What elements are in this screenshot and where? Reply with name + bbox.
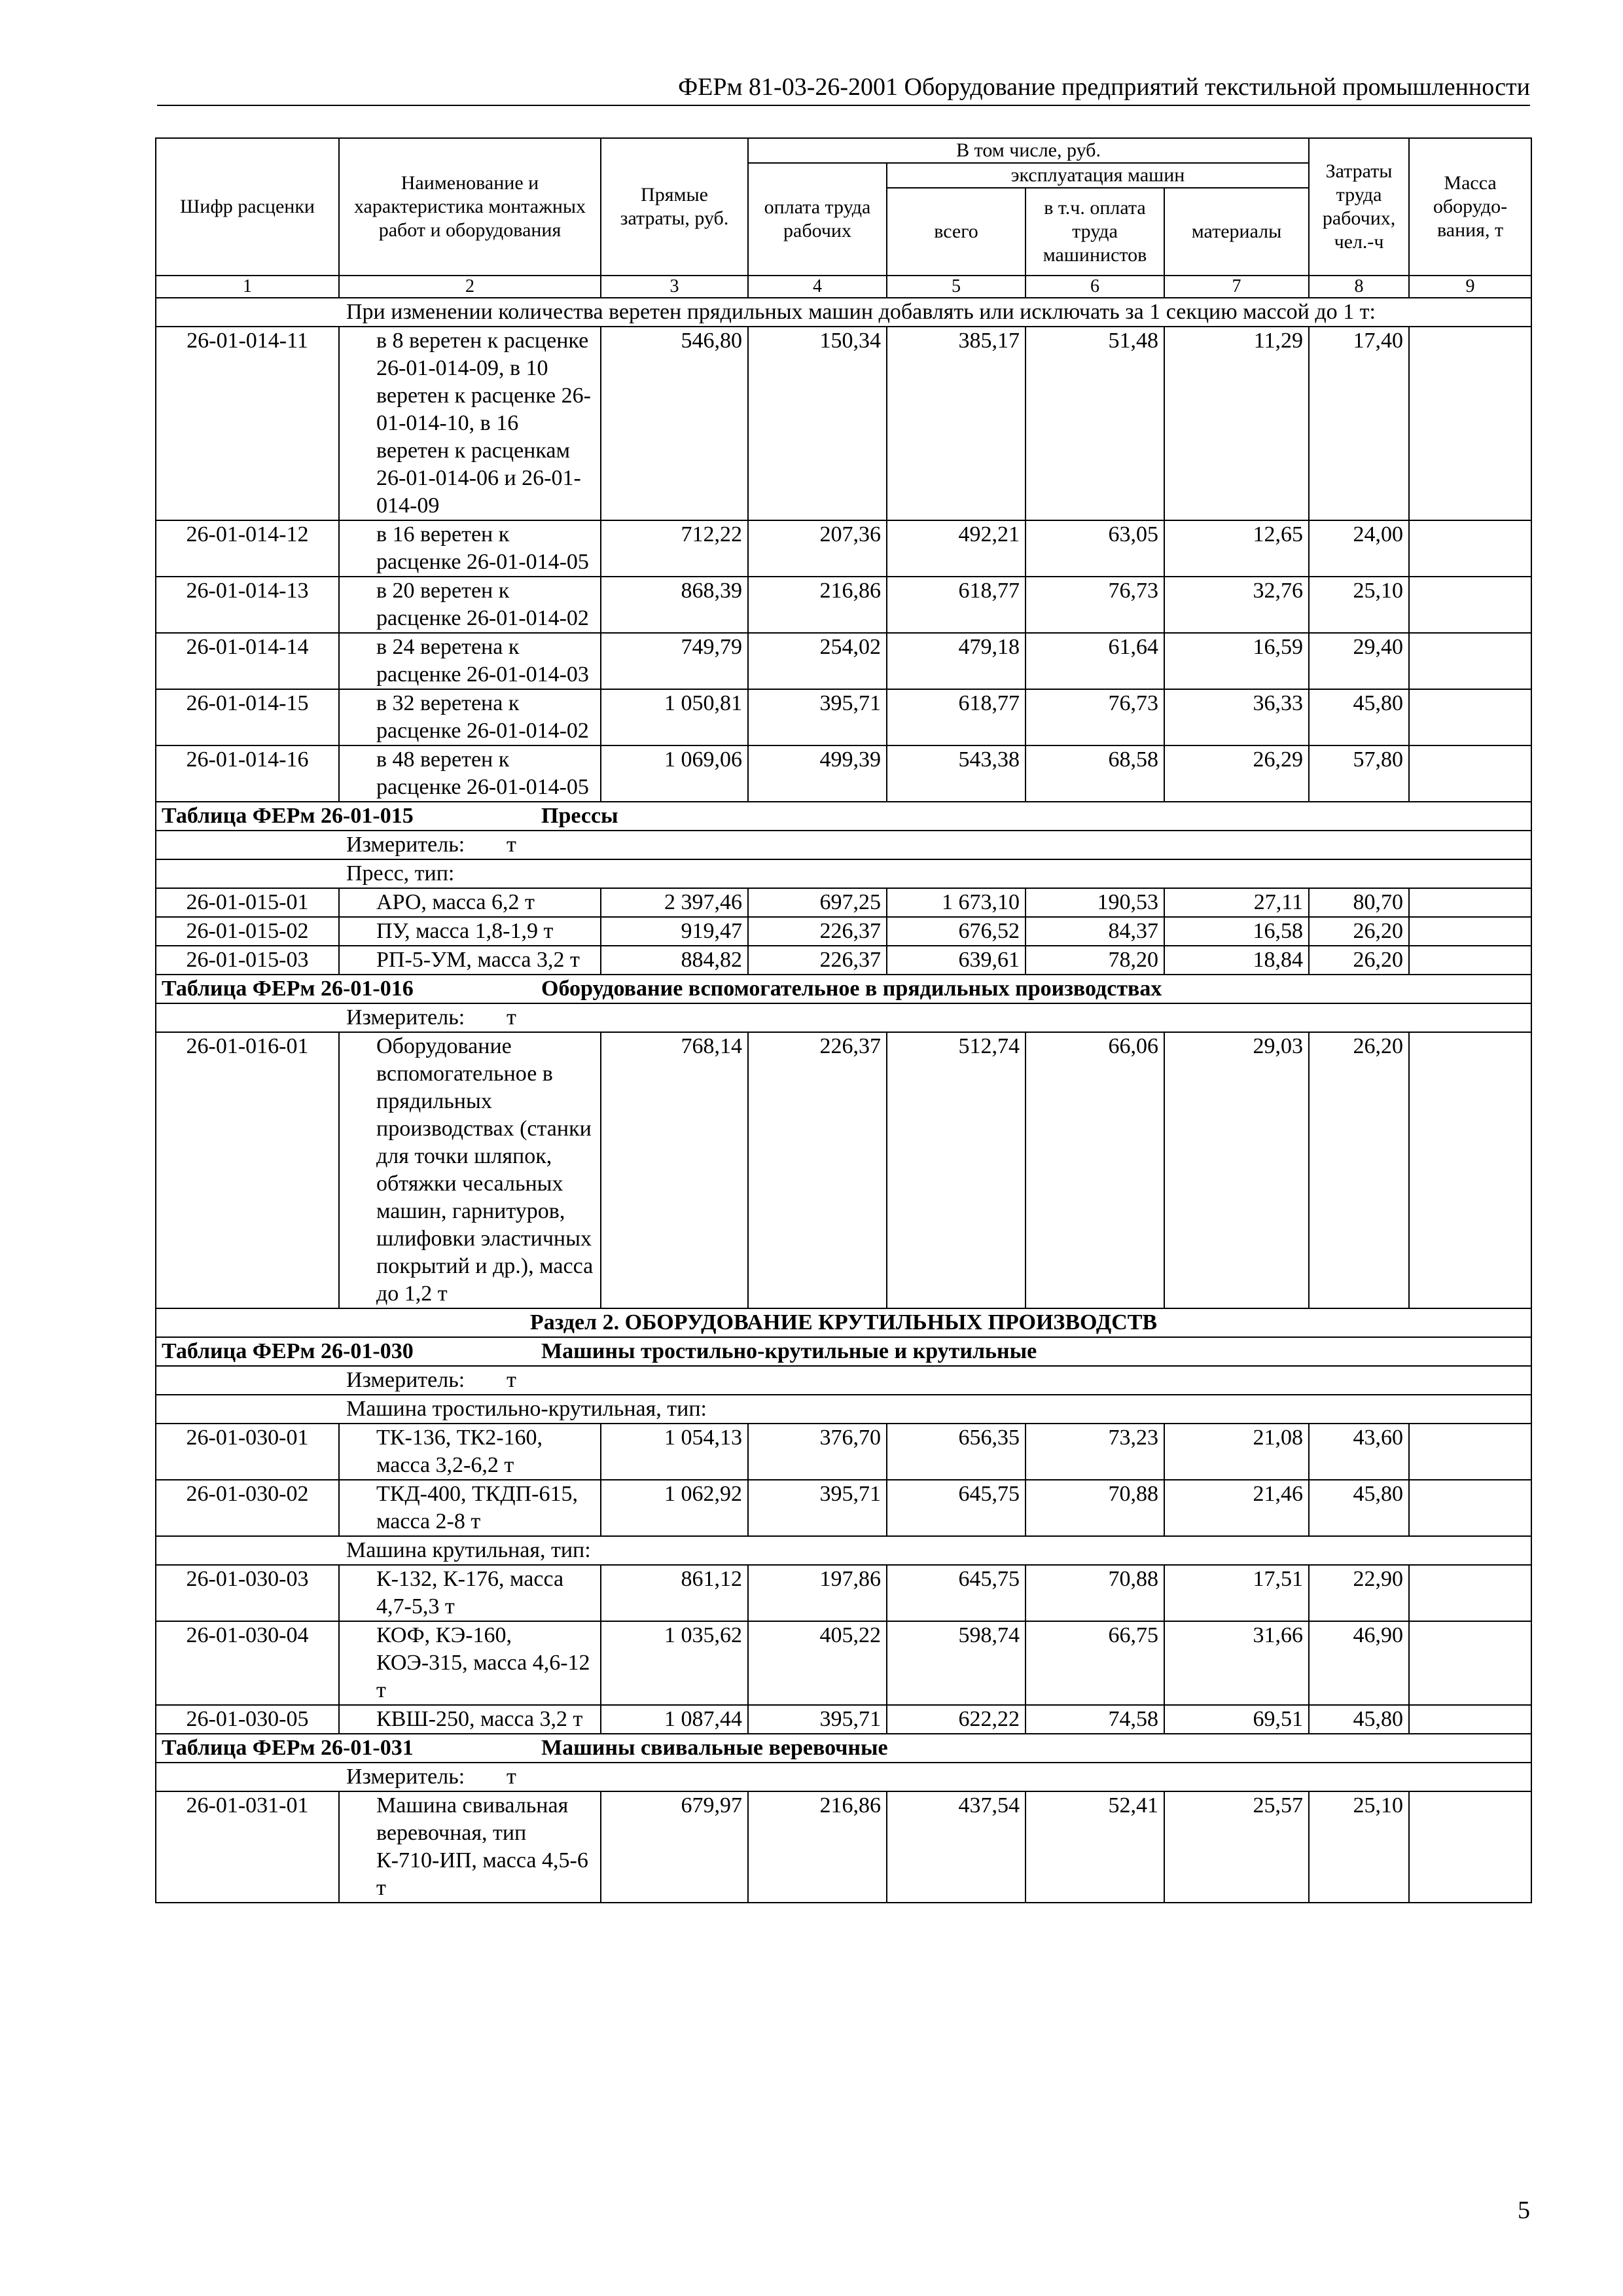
rate-code: 26-01-030-05	[156, 1705, 339, 1734]
table-caption	[156, 975, 1531, 1003]
machinist-wage: 70,88	[1026, 1480, 1164, 1536]
equipment-mass	[1409, 1032, 1531, 1308]
machine-cost: 656,35	[887, 1424, 1026, 1480]
rate-name: в 16 веретен к расценке 26-01-014-05	[339, 520, 601, 577]
section-title-row	[156, 1308, 1531, 1337]
group-note: Машина тростильно-крутильная, тип:	[156, 1395, 1531, 1424]
group-note-row	[156, 298, 1531, 327]
table-row	[156, 888, 1531, 917]
machine-cost: 622,22	[887, 1705, 1026, 1734]
direct-costs: 1 069,06	[601, 745, 748, 802]
rate-code: 26-01-016-01	[156, 1032, 339, 1308]
rate-code: 26-01-014-13	[156, 577, 339, 633]
rate-code: 26-01-031-01	[156, 1791, 339, 1903]
machine-cost: 385,17	[887, 327, 1026, 520]
meter	[156, 1003, 1531, 1032]
col-exploit-all-header: всего	[887, 188, 1026, 276]
group-note: При изменении количества веретен прядильных машин добавлять или исключать за 1 секцию массой до 1 т:	[156, 298, 1531, 327]
direct-costs: 868,39	[601, 577, 748, 633]
materials-cost: 12,65	[1164, 520, 1309, 577]
table-row	[156, 1424, 1531, 1480]
rate-code: 26-01-030-03	[156, 1565, 339, 1621]
equipment-mass	[1409, 327, 1531, 520]
rate-name: в 32 веретена к расценке 26-01-014-02	[339, 689, 601, 745]
table-caption-row	[156, 802, 1531, 831]
table-caption	[156, 1337, 1531, 1366]
rate-code: 26-01-015-01	[156, 888, 339, 917]
materials-cost: 16,59	[1164, 633, 1309, 689]
labor-hours: 22,90	[1309, 1565, 1409, 1621]
machinist-wage: 51,48	[1026, 327, 1164, 520]
machine-cost: 645,75	[887, 1565, 1026, 1621]
rate-code: 26-01-030-04	[156, 1621, 339, 1705]
equipment-mass	[1409, 1621, 1531, 1705]
meter-row	[156, 831, 1531, 859]
direct-costs: 919,47	[601, 917, 748, 946]
labor-hours: 25,10	[1309, 577, 1409, 633]
machinist-wage: 61,64	[1026, 633, 1164, 689]
materials-cost: 29,03	[1164, 1032, 1309, 1308]
direct-costs: 1 054,13	[601, 1424, 748, 1480]
col-number: 1	[156, 276, 339, 298]
labor-hours: 45,80	[1309, 689, 1409, 745]
table-row	[156, 917, 1531, 946]
labor-wage: 226,37	[748, 1032, 887, 1308]
group-note-row	[156, 1536, 1531, 1565]
col-number: 9	[1409, 276, 1531, 298]
rate-code: 26-01-030-01	[156, 1424, 339, 1480]
machine-cost: 645,75	[887, 1480, 1026, 1536]
labor-wage: 405,22	[748, 1621, 887, 1705]
materials-cost: 27,11	[1164, 888, 1309, 917]
direct-costs: 679,97	[601, 1791, 748, 1903]
labor-hours: 26,20	[1309, 946, 1409, 975]
equipment-mass	[1409, 689, 1531, 745]
table-row	[156, 1621, 1531, 1705]
direct-costs: 1 035,62	[601, 1621, 748, 1705]
equipment-mass	[1409, 1791, 1531, 1903]
rate-code: 26-01-014-12	[156, 520, 339, 577]
col-exploit-wage-header: в т.ч. оплата труда машинистов	[1026, 188, 1164, 276]
meter-row	[156, 1763, 1531, 1791]
labor-wage: 226,37	[748, 917, 887, 946]
col-incl-header: В том числе, руб.	[748, 138, 1309, 163]
rate-name: КОФ, КЭ-160, КОЭ-315, масса 4,6-12 т	[339, 1621, 601, 1705]
equipment-mass	[1409, 1705, 1531, 1734]
materials-cost: 32,76	[1164, 577, 1309, 633]
labor-wage: 395,71	[748, 1705, 887, 1734]
materials-cost: 25,57	[1164, 1791, 1309, 1903]
labor-wage: 207,36	[748, 520, 887, 577]
machinist-wage: 63,05	[1026, 520, 1164, 577]
table-row	[156, 577, 1531, 633]
labor-wage: 395,71	[748, 689, 887, 745]
meter-label: Измеритель:	[346, 1005, 465, 1030]
labor-hours: 29,40	[1309, 633, 1409, 689]
labor-hours: 45,80	[1309, 1480, 1409, 1536]
col-number: 3	[601, 276, 748, 298]
meter-label: Измеритель:	[346, 1368, 465, 1392]
col-laborcost-header: Затраты труда рабочих, чел.-ч	[1309, 138, 1409, 276]
table-caption-name: Прессы	[541, 804, 618, 828]
col-exploit-header: эксплуатация машин	[887, 163, 1309, 188]
materials-cost: 31,66	[1164, 1621, 1309, 1705]
machine-cost: 676,52	[887, 917, 1026, 946]
col-number: 2	[339, 276, 601, 298]
direct-costs: 712,22	[601, 520, 748, 577]
col-direct-header: Прямые затраты, руб.	[601, 138, 748, 276]
labor-wage: 226,37	[748, 946, 887, 975]
labor-hours: 24,00	[1309, 520, 1409, 577]
group-note-row	[156, 1395, 1531, 1424]
table-body	[156, 298, 1531, 1903]
group-note-row	[156, 859, 1531, 888]
section-title: Раздел 2. ОБОРУДОВАНИЕ КРУТИЛЬНЫХ ПРОИЗВОДСТВ	[156, 1308, 1531, 1337]
rate-code: 26-01-014-15	[156, 689, 339, 745]
direct-costs: 1 087,44	[601, 1705, 748, 1734]
meter-label: Измеритель:	[346, 833, 465, 857]
meter	[156, 1763, 1531, 1791]
equipment-mass	[1409, 745, 1531, 802]
meter-unit: т	[507, 1765, 516, 1789]
labor-wage: 395,71	[748, 1480, 887, 1536]
rate-name: Машина свивальная веревочная, тип К-710-ИП, масса 4,5-6 т	[339, 1791, 601, 1903]
machine-cost: 1 673,10	[887, 888, 1026, 917]
page-number: 5	[1518, 2197, 1530, 2224]
machinist-wage: 68,58	[1026, 745, 1164, 802]
materials-cost: 21,46	[1164, 1480, 1309, 1536]
labor-hours: 43,60	[1309, 1424, 1409, 1480]
materials-cost: 26,29	[1164, 745, 1309, 802]
rate-name: Оборудование вспомогательное в прядильных производствах (станки для точки шляпок, обтяжки чесальных машин, гарнитуров, шлифовки эластичных покрытий и др.), масса до 1,2 т	[339, 1032, 601, 1308]
machine-cost: 598,74	[887, 1621, 1026, 1705]
machine-cost: 639,61	[887, 946, 1026, 975]
machine-cost: 543,38	[887, 745, 1026, 802]
labor-wage: 150,34	[748, 327, 887, 520]
table-row	[156, 1565, 1531, 1621]
col-number: 6	[1026, 276, 1164, 298]
col-mass-header: Масса оборудо-вания, т	[1409, 138, 1531, 276]
direct-costs: 2 397,46	[601, 888, 748, 917]
rate-name: ТКД-400, ТКДП-615, масса 2-8 т	[339, 1480, 601, 1536]
labor-wage: 376,70	[748, 1424, 887, 1480]
materials-cost: 11,29	[1164, 327, 1309, 520]
equipment-mass	[1409, 633, 1531, 689]
meter	[156, 831, 1531, 859]
table-caption-row	[156, 1734, 1531, 1763]
machinist-wage: 76,73	[1026, 689, 1164, 745]
col-name-header: Наименование и характеристика монтажных работ и оборудования	[339, 138, 601, 276]
rate-name: в 24 веретена к расценке 26-01-014-03	[339, 633, 601, 689]
direct-costs: 749,79	[601, 633, 748, 689]
rate-code: 26-01-014-11	[156, 327, 339, 520]
materials-cost: 16,58	[1164, 917, 1309, 946]
materials-cost: 17,51	[1164, 1565, 1309, 1621]
table-row	[156, 1791, 1531, 1903]
table-row	[156, 946, 1531, 975]
labor-hours: 45,80	[1309, 1705, 1409, 1734]
rate-name: в 8 веретен к расценке 26-01-014-09, в 10 веретен к расценке 26-01-014-10, в 16 веретен к расценкам 26-01-014-06 и 26-01-014-09	[339, 327, 601, 520]
machinist-wage: 74,58	[1026, 1705, 1164, 1734]
machinist-wage: 78,20	[1026, 946, 1164, 975]
direct-costs: 768,14	[601, 1032, 748, 1308]
labor-hours: 17,40	[1309, 327, 1409, 520]
table-caption-title: Таблица ФЕРм 26-01-015	[162, 804, 414, 828]
equipment-mass	[1409, 1480, 1531, 1536]
col-number: 7	[1164, 276, 1309, 298]
rate-code: 26-01-014-16	[156, 745, 339, 802]
rate-code: 26-01-015-03	[156, 946, 339, 975]
rate-code: 26-01-014-14	[156, 633, 339, 689]
table-caption-row	[156, 1337, 1531, 1366]
equipment-mass	[1409, 1565, 1531, 1621]
machinist-wage: 66,75	[1026, 1621, 1164, 1705]
rate-code: 26-01-015-02	[156, 917, 339, 946]
table-caption-title: Таблица ФЕРм 26-01-030	[162, 1339, 414, 1363]
rates-table	[155, 137, 1532, 1903]
labor-wage: 499,39	[748, 745, 887, 802]
table-row	[156, 745, 1531, 802]
rate-name: в 48 веретен к расценке 26-01-014-05	[339, 745, 601, 802]
rate-name: АРО, масса 6,2 т	[339, 888, 601, 917]
meter-row	[156, 1003, 1531, 1032]
page-header: ФЕРм 81-03-26-2001 Оборудование предприятий текстильной промышленности	[157, 72, 1530, 106]
labor-wage: 697,25	[748, 888, 887, 917]
machinist-wage: 73,23	[1026, 1424, 1164, 1480]
machine-cost: 618,77	[887, 577, 1026, 633]
machinist-wage: 66,06	[1026, 1032, 1164, 1308]
table-caption-name: Оборудование вспомогательное в прядильных производствах	[541, 977, 1162, 1001]
direct-costs: 884,82	[601, 946, 748, 975]
table-row	[156, 1032, 1531, 1308]
materials-cost: 36,33	[1164, 689, 1309, 745]
labor-hours: 25,10	[1309, 1791, 1409, 1903]
machine-cost: 512,74	[887, 1032, 1026, 1308]
col-number: 4	[748, 276, 887, 298]
labor-wage: 197,86	[748, 1565, 887, 1621]
machinist-wage: 76,73	[1026, 577, 1164, 633]
direct-costs: 1 062,92	[601, 1480, 748, 1536]
rate-code: 26-01-030-02	[156, 1480, 339, 1536]
group-note: Машина крутильная, тип:	[156, 1536, 1531, 1565]
table-row	[156, 689, 1531, 745]
meter-unit: т	[507, 833, 516, 857]
labor-hours: 57,80	[1309, 745, 1409, 802]
table-caption	[156, 1734, 1531, 1763]
equipment-mass	[1409, 1424, 1531, 1480]
labor-wage: 216,86	[748, 1791, 887, 1903]
machinist-wage: 70,88	[1026, 1565, 1164, 1621]
rate-name: К-132, К-176, масса 4,7-5,3 т	[339, 1565, 601, 1621]
machinist-wage: 190,53	[1026, 888, 1164, 917]
machine-cost: 479,18	[887, 633, 1026, 689]
table-row	[156, 1480, 1531, 1536]
table-caption-title: Таблица ФЕРм 26-01-016	[162, 977, 414, 1001]
machine-cost: 492,21	[887, 520, 1026, 577]
meter-unit: т	[507, 1005, 516, 1030]
labor-hours: 26,20	[1309, 1032, 1409, 1308]
materials-cost: 18,84	[1164, 946, 1309, 975]
table-caption	[156, 802, 1531, 831]
table-row	[156, 1705, 1531, 1734]
col-materials-header: материалы	[1164, 188, 1309, 276]
equipment-mass	[1409, 520, 1531, 577]
table-row	[156, 327, 1531, 520]
meter	[156, 1366, 1531, 1395]
table-row	[156, 633, 1531, 689]
direct-costs: 1 050,81	[601, 689, 748, 745]
table-caption-name: Машины тростильно-крутильные и крутильные	[541, 1339, 1037, 1363]
rate-name: РП-5-УМ, масса 3,2 т	[339, 946, 601, 975]
meter-unit: т	[507, 1368, 516, 1392]
meter-row	[156, 1366, 1531, 1395]
rate-name: в 20 веретен к расценке 26-01-014-02	[339, 577, 601, 633]
col-number: 8	[1309, 276, 1409, 298]
labor-hours: 80,70	[1309, 888, 1409, 917]
machinist-wage: 52,41	[1026, 1791, 1164, 1903]
meter-label: Измеритель:	[346, 1765, 465, 1789]
machine-cost: 618,77	[887, 689, 1026, 745]
table-caption-row	[156, 975, 1531, 1003]
table-row	[156, 520, 1531, 577]
col-labor-header: оплата труда рабочих	[748, 163, 887, 276]
direct-costs: 546,80	[601, 327, 748, 520]
equipment-mass	[1409, 888, 1531, 917]
machine-cost: 437,54	[887, 1791, 1026, 1903]
equipment-mass	[1409, 577, 1531, 633]
materials-cost: 21,08	[1164, 1424, 1309, 1480]
labor-wage: 216,86	[748, 577, 887, 633]
group-note: Пресс, тип:	[156, 859, 1531, 888]
direct-costs: 861,12	[601, 1565, 748, 1621]
labor-hours: 46,90	[1309, 1621, 1409, 1705]
col-number: 5	[887, 276, 1026, 298]
labor-hours: 26,20	[1309, 917, 1409, 946]
equipment-mass	[1409, 917, 1531, 946]
materials-cost: 69,51	[1164, 1705, 1309, 1734]
rate-name: КВШ-250, масса 3,2 т	[339, 1705, 601, 1734]
rate-name: ПУ, масса 1,8-1,9 т	[339, 917, 601, 946]
labor-wage: 254,02	[748, 633, 887, 689]
column-numbers-row	[156, 276, 1531, 298]
machinist-wage: 84,37	[1026, 917, 1164, 946]
col-code-header: Шифр расценки	[156, 138, 339, 276]
table-caption-name: Машины свивальные веревочные	[541, 1736, 888, 1760]
table-caption-title: Таблица ФЕРм 26-01-031	[162, 1736, 414, 1760]
equipment-mass	[1409, 946, 1531, 975]
rate-name: ТК-136, ТК2-160, масса 3,2-6,2 т	[339, 1424, 601, 1480]
